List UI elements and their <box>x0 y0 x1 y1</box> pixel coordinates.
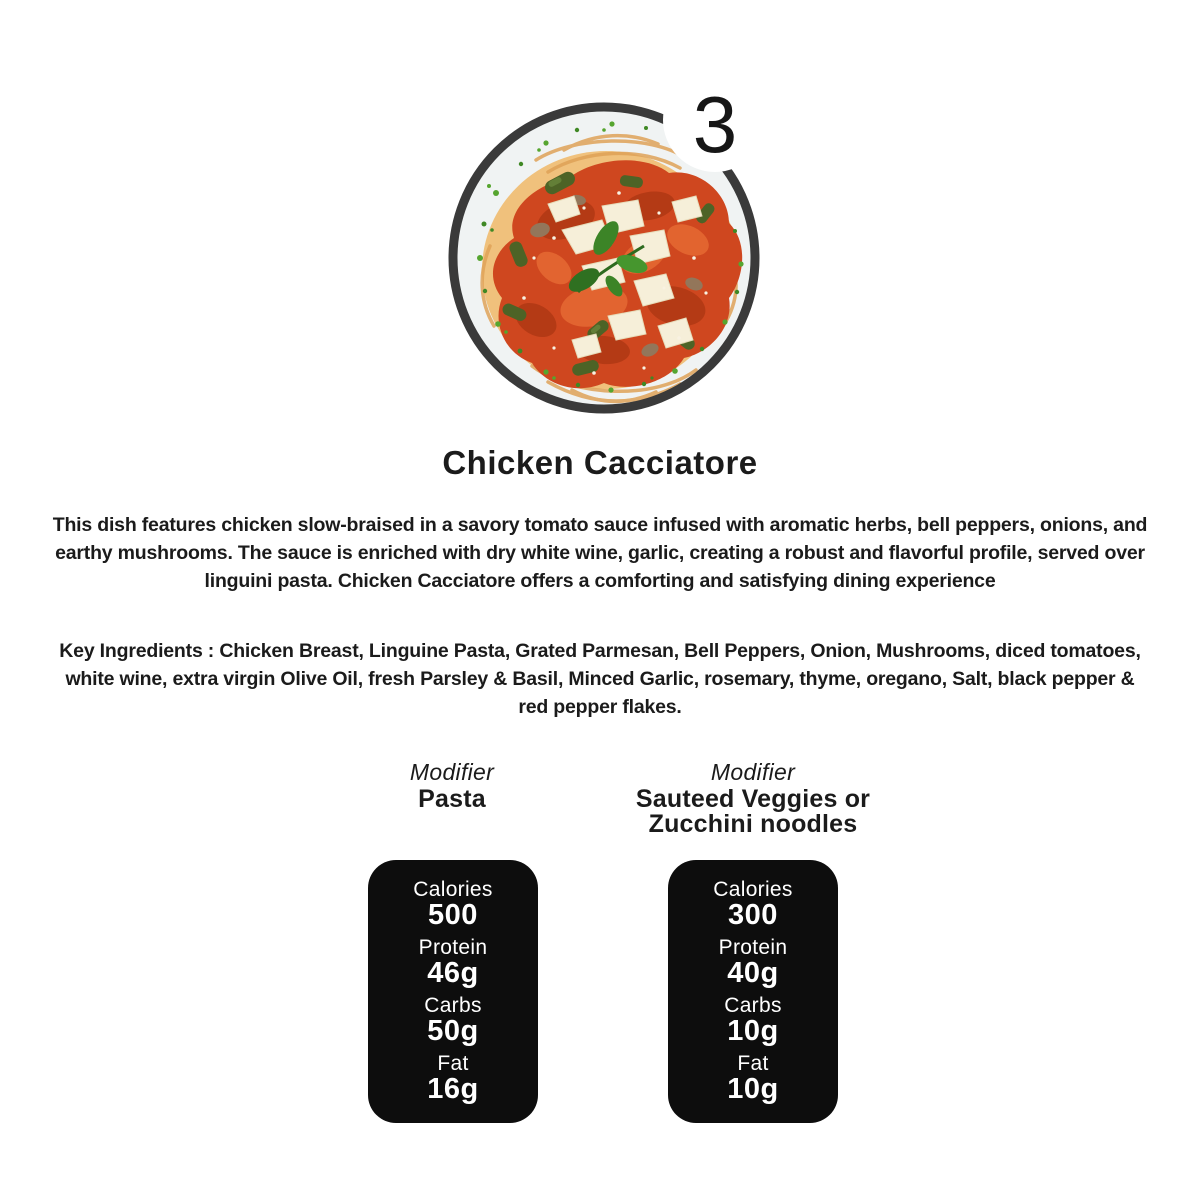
dish-title: Chicken Cacciatore <box>442 444 758 481</box>
nutrition-row <box>668 995 838 1046</box>
modifier-name: Pasta <box>418 785 486 813</box>
modifier-label: Modifier <box>710 759 796 785</box>
nutrition-label: Protein <box>418 936 488 959</box>
nutrition-row <box>668 937 838 988</box>
nutrition-label: Calories <box>713 878 793 901</box>
nutrition-value: 300 <box>728 899 778 931</box>
dish-photo <box>444 80 764 428</box>
modifier-veggies <box>611 760 895 837</box>
nutrition-row <box>368 937 538 988</box>
modifier-pasta <box>352 760 552 812</box>
modifier-label: Modifier <box>409 759 495 785</box>
nutrition-value: 50g <box>427 1015 479 1047</box>
key-ingredients: Key Ingredients : Chicken Breast, Linguine Pasta, Grated Parmesan, Bell Peppers, Onion, Mushrooms, diced tomatoes, white wine, extra virgin Olive Oil, fresh Parsley & Basil, Minced Garlic, rosemary, thyme, oregano, Salt, black pepper & red pepper flakes. <box>59 640 1141 718</box>
nutrition-value: 500 <box>428 899 478 931</box>
nutrition-row <box>368 995 538 1046</box>
nutrition-value: 40g <box>727 957 779 989</box>
nutrition-label: Fat <box>737 1052 769 1075</box>
nutrition-label: Carbs <box>724 994 782 1017</box>
item-number: 3 <box>692 80 738 169</box>
nutrition-row <box>368 1053 538 1104</box>
nutrition-row <box>668 1053 838 1104</box>
dish-description: This dish features chicken slow-braised in a savory tomato sauce infused with aromatic herbs, bell peppers, onions, and earthy mushrooms. The sauce is enriched with dry white wine, garlic, creating a robust and flavorful profile, served over linguini pasta. Chicken Cacciatore offers a comforting and satisfying dining experience <box>52 514 1148 592</box>
nutrition-label: Calories <box>413 878 493 901</box>
nutrition-label: Protein <box>718 936 788 959</box>
nutrition-value: 10g <box>727 1073 779 1105</box>
nutrition-row <box>668 879 838 930</box>
nutrition-row <box>368 879 538 930</box>
nutrition-value: 16g <box>427 1073 479 1105</box>
nutrition-label: Carbs <box>424 994 482 1017</box>
nutrition-value: 46g <box>427 957 479 989</box>
nutrition-card-veggies <box>668 860 838 1123</box>
modifier-name: Sauteed Veggies or Zucchini noodles <box>635 785 871 838</box>
nutrition-value: 10g <box>727 1015 779 1047</box>
nutrition-label: Fat <box>437 1052 469 1075</box>
nutrition-card-pasta <box>368 860 538 1123</box>
